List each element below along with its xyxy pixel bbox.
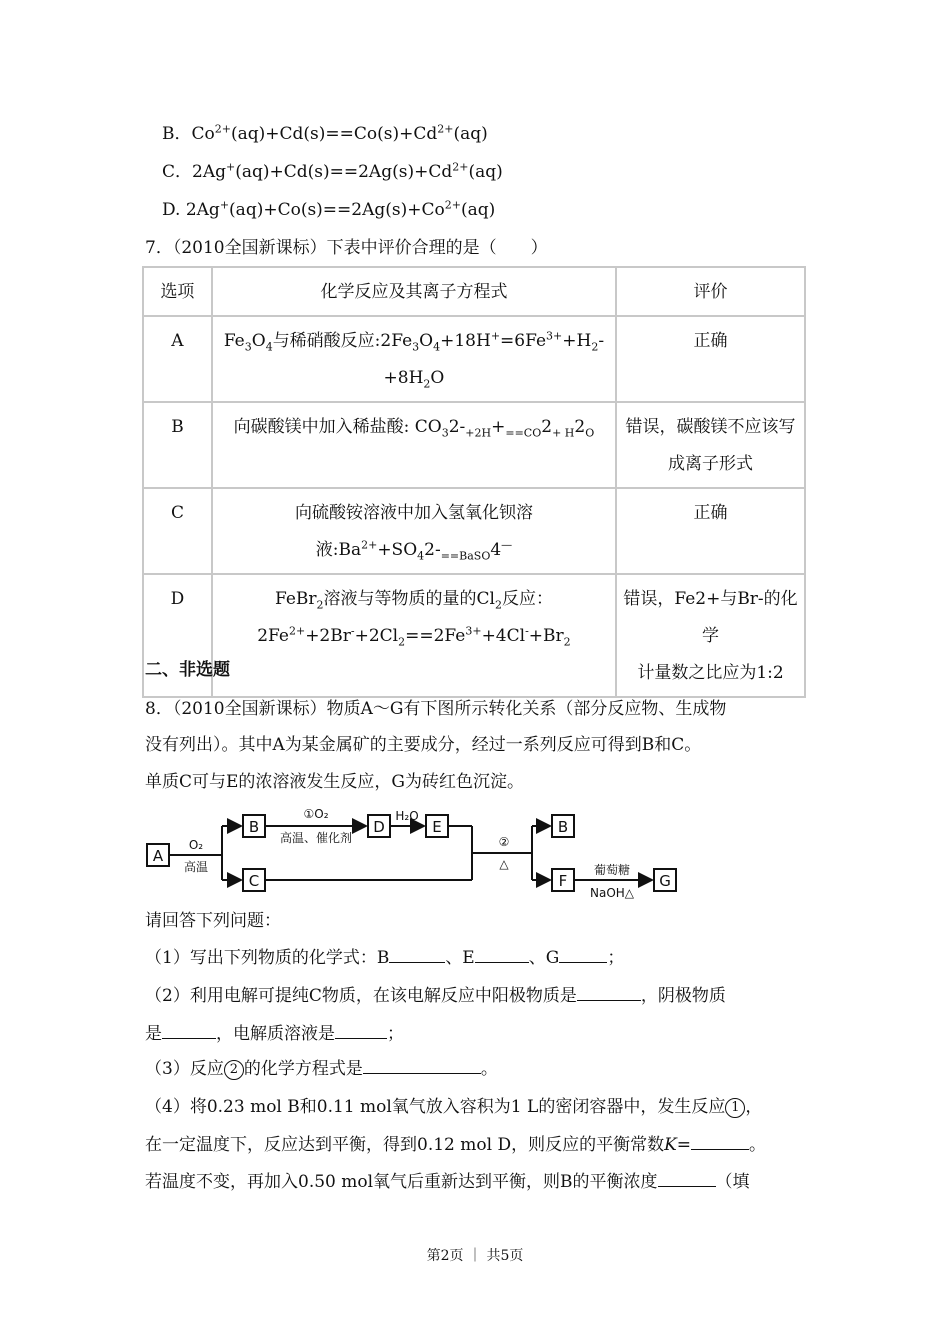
superscript: - xyxy=(525,624,529,638)
formula-text: (aq)+Cd(s)==Co(s)+Cd xyxy=(230,124,438,144)
q8-line: 没有列出）。其中A为某金属矿的主要成分，经过一系列反应可得到B和C。 xyxy=(145,735,702,755)
evaluation-text: 正确 xyxy=(693,503,728,523)
q8-part2 xyxy=(145,984,726,1008)
formula-text: (aq)+Co(s)==2Ag(s)+Co xyxy=(229,200,445,220)
formula-text: ==2Fe xyxy=(405,626,466,646)
formula-text: 2 xyxy=(541,417,553,437)
superscript: 2+ xyxy=(444,198,461,212)
q8-part1 xyxy=(145,946,624,970)
circled-number: 1 xyxy=(725,1098,745,1118)
label-h2o: H₂O xyxy=(395,809,419,823)
formula-text: 2Ag xyxy=(192,162,226,182)
superscript: 3+ xyxy=(546,329,563,343)
formula-text: Co xyxy=(191,124,215,144)
subscript: 2 xyxy=(423,377,431,391)
formula-text: FeBr xyxy=(274,589,317,609)
superscript: 2+ xyxy=(214,122,231,136)
circled-number: 2 xyxy=(224,1060,244,1080)
formula-text: 4 xyxy=(490,540,502,560)
table-header-row xyxy=(143,267,805,316)
table-row xyxy=(143,488,805,574)
row-evaluation xyxy=(616,488,805,574)
subscript: 4 xyxy=(433,340,441,354)
formula-text: 2 xyxy=(574,417,586,437)
superscript: 3+ xyxy=(465,624,482,638)
reaction-line xyxy=(295,503,533,523)
subscript: 4 xyxy=(417,549,425,563)
q8-line: 8．（2010全国新课标）物质A～G有下图所示转化关系（部分反应物、生成物 xyxy=(145,699,727,719)
subscript: +2H xyxy=(465,426,492,440)
formula-text: (aq) xyxy=(453,124,488,144)
subscript: O xyxy=(585,426,595,440)
row-reaction xyxy=(212,402,616,488)
evaluation-text: 正确 xyxy=(693,331,728,351)
part-text: ； xyxy=(607,948,625,968)
part-text: （填 xyxy=(715,1172,750,1192)
subscript: 2 xyxy=(316,598,324,612)
formula-text: 向碳酸镁中加入稀盐酸: CO xyxy=(233,417,442,437)
reaction-line xyxy=(233,417,595,440)
row-reaction xyxy=(212,316,616,402)
q8-prompt: 请回答下列问题： xyxy=(145,911,281,931)
q8-part3 xyxy=(145,1057,498,1081)
formula-text: +SO xyxy=(377,540,418,560)
label-b: B xyxy=(248,818,260,836)
formula-text: - xyxy=(598,331,605,351)
subscript: + H xyxy=(552,426,575,440)
q8-part4-line3 xyxy=(145,1170,750,1194)
part-text: ，阴极物质 xyxy=(640,986,726,1006)
formula-text: +Br xyxy=(528,626,564,646)
q8-part4 xyxy=(145,1095,762,1119)
subscript: 2 xyxy=(591,340,599,354)
row-option: B xyxy=(143,402,212,488)
formula-text: 液:Ba xyxy=(315,540,362,560)
option-label: C． xyxy=(162,162,193,182)
q8-part4-line2 xyxy=(145,1133,766,1157)
formula-text: (aq) xyxy=(468,162,503,182)
reaction-diagram xyxy=(144,804,684,906)
subscript: ==CO xyxy=(505,426,542,440)
answer-blank[interactable] xyxy=(363,1057,481,1074)
answer-blank[interactable] xyxy=(559,946,607,963)
answer-blank[interactable] xyxy=(577,984,641,1001)
superscript: + xyxy=(219,198,230,212)
option-label: B． xyxy=(162,124,192,144)
formula-text: + xyxy=(491,417,506,437)
superscript: 2+ xyxy=(361,538,378,552)
part-text: ，电解质溶液是 xyxy=(216,1024,335,1044)
subscript: 3 xyxy=(244,340,252,354)
row-reaction xyxy=(212,488,616,574)
reaction-line xyxy=(315,538,513,563)
evaluation-table xyxy=(142,266,806,698)
reaction-line xyxy=(383,368,445,391)
option-label: D. xyxy=(162,200,186,220)
q7-stem: 7．（2010全国新课标）下表中评价合理的是（ ） xyxy=(145,238,548,258)
part-text: （2）利用电解可提纯C物质，在该电解反应中阳极物质是 xyxy=(145,986,577,1006)
row-reaction xyxy=(212,574,616,697)
formula-text: 与稀硝酸反应:2Fe xyxy=(272,331,413,351)
row-option: C xyxy=(143,488,212,574)
part-text: 在一定温度下，反应达到平衡，得到0.12 mol D，则反应的平衡常数 xyxy=(145,1135,665,1155)
page-footer: 第2页 ｜ 共5页 xyxy=(426,1248,524,1264)
table-row xyxy=(143,402,805,488)
part-text: （1）写出下列物质的化学式：B xyxy=(145,948,390,968)
reaction-line xyxy=(274,589,553,612)
label-o2: O₂ xyxy=(188,838,204,852)
label-heat: △ xyxy=(499,857,509,871)
formula-text: O xyxy=(430,368,445,388)
part-text: 、E xyxy=(445,948,475,968)
table-row xyxy=(143,574,805,697)
k-symbol: K xyxy=(664,1135,677,1155)
formula-text: Fe xyxy=(223,331,245,351)
part-text: = xyxy=(676,1135,692,1155)
superscript: 2+ xyxy=(437,122,454,136)
label-reaction2: ② xyxy=(498,835,510,849)
formula-text: 2Fe xyxy=(257,626,289,646)
q8-line: 单质C可与E的浓溶液发生反应，G为砖红色沉淀。 xyxy=(145,772,524,792)
subscript: 2 xyxy=(563,635,571,649)
part-text: 。 xyxy=(749,1135,767,1155)
answer-blank[interactable] xyxy=(162,1022,216,1039)
part-text: （3）反应 xyxy=(145,1059,224,1079)
subscript: ==BaSO xyxy=(440,549,491,563)
evaluation-text: 错误，碳酸镁不应该写 xyxy=(625,417,796,437)
formula-text: (aq)+Cd(s)==2Ag(s)+Cd xyxy=(235,162,453,182)
superscript: 2+ xyxy=(288,624,306,638)
subscript: 3 xyxy=(412,340,420,354)
row-evaluation xyxy=(616,402,805,488)
formula-text: O xyxy=(419,331,434,351)
answer-blank[interactable] xyxy=(475,946,529,963)
superscript: - xyxy=(350,624,355,638)
part-text: （4）将0.23 mol B和0.11 mol氧气放入容积为1 L的密闭容器中，发生反应 xyxy=(145,1097,726,1117)
reaction-line xyxy=(257,624,571,649)
formula-text: 2Ag xyxy=(185,200,220,220)
header-option: 选项 xyxy=(143,267,212,316)
part-text: 的化学方程式是 xyxy=(243,1059,363,1079)
formula-text: +8H xyxy=(383,368,424,388)
formula-text: 反应： xyxy=(501,589,553,609)
formula-text: +H xyxy=(562,331,592,351)
label-glucose: 葡萄糖 xyxy=(593,863,631,877)
part-text: 是 xyxy=(145,1024,162,1044)
superscript: + xyxy=(490,329,501,343)
table-row xyxy=(143,316,805,402)
answer-blank[interactable] xyxy=(691,1133,749,1150)
formula-text: =6Fe xyxy=(500,331,547,351)
formula-text: +2Cl xyxy=(354,626,399,646)
formula-text: 向硫酸铵溶液中加入氢氧化钡溶 xyxy=(294,503,533,523)
superscript: 2+ xyxy=(452,160,469,174)
label-d: D xyxy=(373,818,385,836)
subscript: 2 xyxy=(494,598,502,612)
answer-blank[interactable] xyxy=(335,1022,387,1039)
row-evaluation xyxy=(616,574,805,697)
row-option: D xyxy=(143,574,212,697)
label-e: E xyxy=(432,818,442,836)
superscript: — xyxy=(501,538,513,552)
part-text: 、G xyxy=(528,948,560,968)
label-c: C xyxy=(248,872,260,890)
subscript: 4 xyxy=(265,340,273,354)
formula-text: +18H xyxy=(440,331,491,351)
option-b xyxy=(162,122,488,146)
label-g: G xyxy=(659,872,671,890)
subscript: 3 xyxy=(441,426,449,440)
part-text: ， xyxy=(745,1097,763,1117)
header-evaluation: 评价 xyxy=(616,267,805,316)
label-catalyst: 高温、催化剂 xyxy=(279,831,353,845)
subscript: 2 xyxy=(398,635,406,649)
label-naoh: NaOH△ xyxy=(589,886,635,900)
formula-text: +4Cl xyxy=(481,626,526,646)
reaction-line xyxy=(223,329,605,354)
formula-text: 2- xyxy=(448,417,466,437)
evaluation-text: 错误，Fe2+与Br-的化学 xyxy=(623,589,798,646)
formula-text: 2- xyxy=(424,540,441,560)
evaluation-text: 计量数之比应为1:2 xyxy=(637,663,784,683)
q8-part2-cont xyxy=(145,1022,404,1046)
header-reaction: 化学反应及其离子方程式 xyxy=(212,267,616,316)
superscript: + xyxy=(226,160,236,174)
answer-blank[interactable] xyxy=(658,1170,716,1187)
part-text: 。 xyxy=(480,1059,498,1079)
label-b2: B xyxy=(557,818,569,836)
label-high-temp: 高温 xyxy=(183,860,209,874)
row-evaluation xyxy=(616,316,805,402)
formula-text: 溶液与等物质的量的Cl xyxy=(323,589,495,609)
option-c xyxy=(162,160,503,184)
label-reaction1: ①O₂ xyxy=(303,807,329,821)
formula-text: O xyxy=(251,331,266,351)
row-option: A xyxy=(143,316,212,402)
label-f: F xyxy=(558,872,568,890)
part-text: ； xyxy=(387,1024,404,1044)
option-d xyxy=(162,198,495,222)
label-a: A xyxy=(152,847,164,865)
formula-text: (aq) xyxy=(460,200,496,220)
part-text: 若温度不变，再加入0.50 mol氧气后重新达到平衡，则B的平衡浓度 xyxy=(145,1172,658,1192)
evaluation-text: 成离子形式 xyxy=(668,454,753,474)
formula-text: +2Br xyxy=(305,626,351,646)
answer-blank[interactable] xyxy=(389,946,445,963)
section-title: 二、非选题 xyxy=(145,660,230,680)
